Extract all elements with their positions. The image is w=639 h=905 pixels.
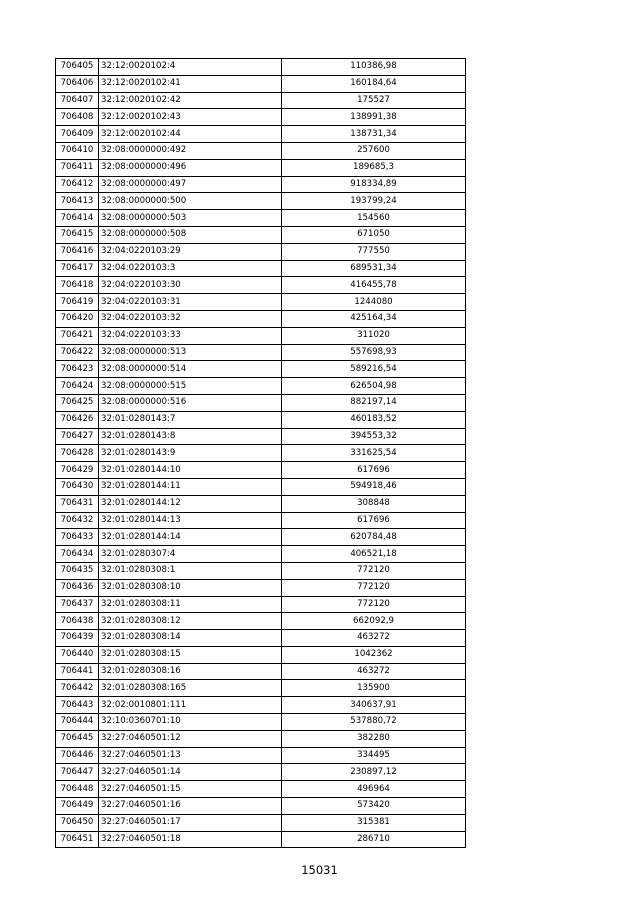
- cadastral-number-cell: 32:01:0280144:12: [99, 495, 282, 512]
- table-row: [56, 260, 466, 277]
- row-number-cell: 706450: [56, 814, 99, 831]
- cadastral-number-cell: 32:12:0020102:41: [99, 75, 282, 92]
- cadastral-number-cell: 32:04:0220103:31: [99, 294, 282, 311]
- table-row: [56, 747, 466, 764]
- table-row: [56, 327, 466, 344]
- table-body: [56, 59, 466, 848]
- cadastral-number-cell: 32:27:0460501:17: [99, 814, 282, 831]
- cadastral-value-cell: 772120: [282, 579, 466, 596]
- table-row: [56, 159, 466, 176]
- table-row: [56, 428, 466, 445]
- table-row: [56, 730, 466, 747]
- table-row: [56, 714, 466, 731]
- cadastral-value-cell: 537880,72: [282, 714, 466, 731]
- cadastral-number-cell: 32:12:0020102:44: [99, 126, 282, 143]
- cadastral-number-cell: 32:08:0000000:496: [99, 159, 282, 176]
- cadastral-number-cell: 32:08:0000000:492: [99, 142, 282, 159]
- cadastral-number-cell: 32:01:0280143:9: [99, 445, 282, 462]
- table-row: [56, 663, 466, 680]
- cadastral-number-cell: 32:10:0360701:10: [99, 714, 282, 731]
- table-row: [56, 411, 466, 428]
- cadastral-value-cell: 406521,18: [282, 546, 466, 563]
- row-number-cell: 706413: [56, 193, 99, 210]
- cadastral-value-cell: 918334,89: [282, 176, 466, 193]
- cadastral-number-cell: 32:01:0280144:13: [99, 512, 282, 529]
- row-number-cell: 706423: [56, 361, 99, 378]
- row-number-cell: 706445: [56, 730, 99, 747]
- cadastral-value-cell: 315381: [282, 814, 466, 831]
- table-row: [56, 126, 466, 143]
- row-number-cell: 706433: [56, 529, 99, 546]
- row-number-cell: 706424: [56, 378, 99, 395]
- row-number-cell: 706436: [56, 579, 99, 596]
- cadastral-value-cell: 617696: [282, 512, 466, 529]
- table-row: [56, 462, 466, 479]
- cadastral-value-cell: 772120: [282, 562, 466, 579]
- row-number-cell: 706406: [56, 75, 99, 92]
- cadastral-number-cell: 32:04:0220103:3: [99, 260, 282, 277]
- table-row: [56, 495, 466, 512]
- cadastral-number-cell: 32:01:0280144:11: [99, 478, 282, 495]
- row-number-cell: 706440: [56, 646, 99, 663]
- cadastral-number-cell: 32:27:0460501:16: [99, 798, 282, 815]
- cadastral-number-cell: 32:12:0020102:4: [99, 59, 282, 76]
- row-number-cell: 706439: [56, 630, 99, 647]
- cadastral-value-cell: 1042362: [282, 646, 466, 663]
- row-number-cell: 706451: [56, 831, 99, 848]
- cadastral-value-table: [55, 58, 466, 848]
- cadastral-number-cell: 32:27:0460501:18: [99, 831, 282, 848]
- cadastral-value-cell: 382280: [282, 730, 466, 747]
- cadastral-number-cell: 32:01:0280308:165: [99, 680, 282, 697]
- row-number-cell: 706422: [56, 344, 99, 361]
- cadastral-number-cell: 32:27:0460501:15: [99, 781, 282, 798]
- table-row: [56, 243, 466, 260]
- cadastral-number-cell: 32:01:0280308:15: [99, 646, 282, 663]
- cadastral-number-cell: 32:04:0220103:30: [99, 277, 282, 294]
- table-row: [56, 277, 466, 294]
- row-number-cell: 706429: [56, 462, 99, 479]
- row-number-cell: 706421: [56, 327, 99, 344]
- cadastral-number-cell: 32:08:0000000:497: [99, 176, 282, 193]
- row-number-cell: 706426: [56, 411, 99, 428]
- row-number-cell: 706419: [56, 294, 99, 311]
- row-number-cell: 706442: [56, 680, 99, 697]
- cadastral-number-cell: 32:08:0000000:500: [99, 193, 282, 210]
- row-number-cell: 706410: [56, 142, 99, 159]
- cadastral-value-cell: 620784,48: [282, 529, 466, 546]
- row-number-cell: 706431: [56, 495, 99, 512]
- table-row: [56, 176, 466, 193]
- row-number-cell: 706438: [56, 613, 99, 630]
- row-number-cell: 706418: [56, 277, 99, 294]
- row-number-cell: 706437: [56, 596, 99, 613]
- cadastral-number-cell: 32:27:0460501:12: [99, 730, 282, 747]
- cadastral-number-cell: 32:02:0010801:111: [99, 697, 282, 714]
- cadastral-value-cell: 617696: [282, 462, 466, 479]
- table-row: [56, 59, 466, 76]
- table-row: [56, 378, 466, 395]
- cadastral-value-cell: 772120: [282, 596, 466, 613]
- table-row: [56, 193, 466, 210]
- table-row: [56, 546, 466, 563]
- row-number-cell: 706443: [56, 697, 99, 714]
- table-row: [56, 646, 466, 663]
- cadastral-value-cell: 589216,54: [282, 361, 466, 378]
- cadastral-value-cell: 311020: [282, 327, 466, 344]
- table-row: [56, 478, 466, 495]
- table-row: [56, 798, 466, 815]
- cadastral-number-cell: 32:01:0280308:14: [99, 630, 282, 647]
- cadastral-value-cell: 594918,46: [282, 478, 466, 495]
- table-row: [56, 361, 466, 378]
- table-row: [56, 344, 466, 361]
- row-number-cell: 706412: [56, 176, 99, 193]
- table-row: [56, 529, 466, 546]
- cadastral-number-cell: 32:08:0000000:516: [99, 394, 282, 411]
- cadastral-number-cell: 32:08:0000000:515: [99, 378, 282, 395]
- cadastral-number-cell: 32:01:0280308:16: [99, 663, 282, 680]
- row-number-cell: 706435: [56, 562, 99, 579]
- table-row: [56, 831, 466, 848]
- row-number-cell: 706409: [56, 126, 99, 143]
- cadastral-number-cell: 32:08:0000000:514: [99, 361, 282, 378]
- table-row: [56, 142, 466, 159]
- cadastral-value-cell: 573420: [282, 798, 466, 815]
- cadastral-number-cell: 32:04:0220103:32: [99, 310, 282, 327]
- table-row: [56, 75, 466, 92]
- row-number-cell: 706441: [56, 663, 99, 680]
- table-row: [56, 697, 466, 714]
- cadastral-number-cell: 32:08:0000000:508: [99, 226, 282, 243]
- table-row: [56, 814, 466, 831]
- cadastral-value-cell: 394553,32: [282, 428, 466, 445]
- cadastral-value-cell: 286710: [282, 831, 466, 848]
- table-row: [56, 781, 466, 798]
- cadastral-value-cell: 496964: [282, 781, 466, 798]
- cadastral-number-cell: 32:04:0220103:33: [99, 327, 282, 344]
- cadastral-value-cell: 460183,52: [282, 411, 466, 428]
- cadastral-number-cell: 32:01:0280143:7: [99, 411, 282, 428]
- table-row: [56, 680, 466, 697]
- cadastral-value-cell: 308848: [282, 495, 466, 512]
- table-row: [56, 579, 466, 596]
- cadastral-number-cell: 32:01:0280308:10: [99, 579, 282, 596]
- cadastral-number-cell: 32:12:0020102:43: [99, 109, 282, 126]
- cadastral-value-cell: 193799,24: [282, 193, 466, 210]
- cadastral-value-cell: 671050: [282, 226, 466, 243]
- row-number-cell: 706430: [56, 478, 99, 495]
- row-number-cell: 706420: [56, 310, 99, 327]
- cadastral-value-cell: 257600: [282, 142, 466, 159]
- cadastral-number-cell: 32:12:0020102:42: [99, 92, 282, 109]
- cadastral-value-cell: 334495: [282, 747, 466, 764]
- cadastral-number-cell: 32:08:0000000:513: [99, 344, 282, 361]
- row-number-cell: 706405: [56, 59, 99, 76]
- row-number-cell: 706432: [56, 512, 99, 529]
- cadastral-value-cell: 416455,78: [282, 277, 466, 294]
- cadastral-number-cell: 32:01:0280307:4: [99, 546, 282, 563]
- cadastral-value-cell: 463272: [282, 630, 466, 647]
- row-number-cell: 706444: [56, 714, 99, 731]
- page-number: 15031: [301, 863, 338, 877]
- row-number-cell: 706407: [56, 92, 99, 109]
- cadastral-number-cell: 32:01:0280144:10: [99, 462, 282, 479]
- table-row: [56, 596, 466, 613]
- cadastral-value-cell: 331625,54: [282, 445, 466, 462]
- cadastral-value-cell: 626504,98: [282, 378, 466, 395]
- row-number-cell: 706427: [56, 428, 99, 445]
- cadastral-number-cell: 32:01:0280308:1: [99, 562, 282, 579]
- row-number-cell: 706446: [56, 747, 99, 764]
- table-row: [56, 109, 466, 126]
- table-row: [56, 445, 466, 462]
- table-row: [56, 226, 466, 243]
- cadastral-value-cell: 1244080: [282, 294, 466, 311]
- row-number-cell: 706411: [56, 159, 99, 176]
- row-number-cell: 706428: [56, 445, 99, 462]
- table-row: [56, 512, 466, 529]
- row-number-cell: 706449: [56, 798, 99, 815]
- cadastral-value-cell: 175527: [282, 92, 466, 109]
- cadastral-number-cell: 32:01:0280308:12: [99, 613, 282, 630]
- cadastral-value-cell: 689531,34: [282, 260, 466, 277]
- table-row: [56, 394, 466, 411]
- row-number-cell: 706448: [56, 781, 99, 798]
- cadastral-value-cell: 230897,12: [282, 764, 466, 781]
- cadastral-number-cell: 32:08:0000000:503: [99, 210, 282, 227]
- cadastral-number-cell: 32:01:0280143:8: [99, 428, 282, 445]
- cadastral-value-cell: 340637,91: [282, 697, 466, 714]
- row-number-cell: 706414: [56, 210, 99, 227]
- cadastral-value-cell: 138991,38: [282, 109, 466, 126]
- row-number-cell: 706417: [56, 260, 99, 277]
- cadastral-number-cell: 32:04:0220103:29: [99, 243, 282, 260]
- cadastral-value-cell: 425164,34: [282, 310, 466, 327]
- table-row: [56, 310, 466, 327]
- cadastral-value-cell: 138731,34: [282, 126, 466, 143]
- table-row: [56, 294, 466, 311]
- table-row: [56, 764, 466, 781]
- cadastral-number-cell: 32:01:0280144:14: [99, 529, 282, 546]
- cadastral-value-cell: 110386,98: [282, 59, 466, 76]
- row-number-cell: 706408: [56, 109, 99, 126]
- table-row: [56, 210, 466, 227]
- cadastral-value-cell: 777550: [282, 243, 466, 260]
- cadastral-value-cell: 662092,9: [282, 613, 466, 630]
- cadastral-value-cell: 154560: [282, 210, 466, 227]
- row-number-cell: 706447: [56, 764, 99, 781]
- row-number-cell: 706425: [56, 394, 99, 411]
- cadastral-value-cell: 135900: [282, 680, 466, 697]
- cadastral-value-cell: 463272: [282, 663, 466, 680]
- cadastral-number-cell: 32:27:0460501:13: [99, 747, 282, 764]
- table-row: [56, 630, 466, 647]
- cadastral-value-cell: 160184,64: [282, 75, 466, 92]
- row-number-cell: 706415: [56, 226, 99, 243]
- row-number-cell: 706434: [56, 546, 99, 563]
- table-row: [56, 562, 466, 579]
- row-number-cell: 706416: [56, 243, 99, 260]
- cadastral-value-cell: 189685,3: [282, 159, 466, 176]
- table-row: [56, 92, 466, 109]
- cadastral-value-cell: 557698,93: [282, 344, 466, 361]
- cadastral-number-cell: 32:27:0460501:14: [99, 764, 282, 781]
- cadastral-value-cell: 882197,14: [282, 394, 466, 411]
- table-row: [56, 613, 466, 630]
- cadastral-number-cell: 32:01:0280308:11: [99, 596, 282, 613]
